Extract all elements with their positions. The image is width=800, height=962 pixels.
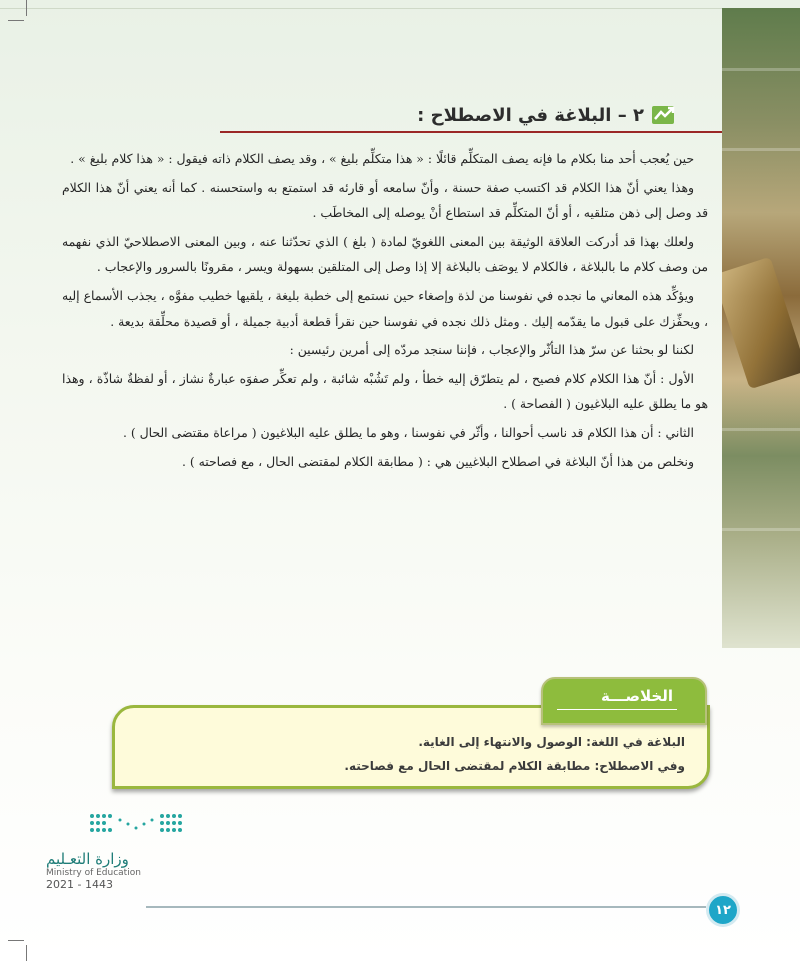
summary-lines xyxy=(344,730,685,778)
crop-mark xyxy=(8,20,24,37)
heading-underline xyxy=(220,131,722,133)
summary-title: الخلاصـــة xyxy=(601,687,673,705)
summary-line: البلاغة في اللغة: الوصول والانتهاء إلى الغاية. xyxy=(418,735,685,749)
summary-tab-underline xyxy=(557,709,677,710)
body-text xyxy=(62,146,708,477)
summary-tab xyxy=(541,677,707,725)
paragraph: الأول : أنّ هذا الكلام كلام فصيح ، لم يتطرّق إليه خطأ ، ولم تَشُبْه شائبة ، ولم تعكِّر صفوَه عبارةٌ نشاز ، أو لفظةٌ شاذّة ، وهذا هو ما يطلق عليه البلاغيون ( الفصاحة ) . xyxy=(62,370,708,412)
side-decorative-photo xyxy=(722,8,800,648)
paragraph: حين يُعجب أحد منا بكلام ما فإنه يصف المتكلِّم قائلًا : « هذا متكلِّم بليغ » ، وقد يصف الكلام ذاته فيقول : « هذا كلام بليغ » . xyxy=(70,151,694,166)
edition-year: 2021 - 1443 xyxy=(46,878,113,891)
paragraph: ويؤكِّد هذه المعاني ما نجده في نفوسنا من لذة وإصغاء حين نستمع إلى خطبة بليغة ، يلقيها خطيب مفوَّه ، يجذب الأسماع إليه ، ويحفِّزك على قبول ما يقدّمه إليك . ومثل ذلك نجده في نفوسنا حين نقرأ قطعة أدبية جميلة ، أو قصيدة محلِّقة بديعة . xyxy=(62,287,708,329)
top-trim-line xyxy=(0,8,722,9)
section-heading-text: ٢ – البلاغة في الاصطلاح : xyxy=(417,104,644,126)
paragraph: الثاني : أن هذا الكلام قد ناسب أحوالنا ، وأثّر في نفوسنا ، وهو ما يطلق عليه البلاغيون ( مراعاة مقتضى الحال ) . xyxy=(122,424,694,440)
crop-mark xyxy=(26,945,43,961)
summary-line: وفي الاصطلاح: مطابقة الكلام لمقتضى الحال مع فصاحته. xyxy=(344,759,685,773)
paragraph: ولعلك بهذا قد أدركت العلاقة الوثيقة بين المعنى اللغويّ لمادة ( بلغ ) الذي تحدّثنا عنه ، وبين المعنى الاصطلاحيّ الذي نفهمه من وصف كلام ما بالبلاغة ، فالكلام لا يوصَف بالبلاغة إلا إذا وصل إلى المتلقين بسهولة ويسر ، مقرونًا بالسرور والإعجاب . xyxy=(62,233,708,275)
ministry-name-arabic: وزارة التعـليم xyxy=(46,850,129,868)
crop-mark xyxy=(26,0,43,16)
page-number-badge: ١٢ xyxy=(706,893,740,927)
section-heading xyxy=(417,103,678,127)
paragraph: لكننا لو بحثنا عن سرّ هذا التأثّر والإعجاب ، فإننا سنجد مردّه إلى أمرين رئيسين : xyxy=(289,342,694,358)
pen-nib-image xyxy=(722,257,800,390)
ministry-dots-icon xyxy=(86,810,186,838)
ministry-logo xyxy=(46,810,186,891)
ministry-name-english: Ministry of Education xyxy=(46,868,141,878)
crop-mark xyxy=(8,940,24,957)
paragraph: ونخلص من هذا أنّ البلاغة في اصطلاح البلاغيين هي : ( مطابقة الكلام لمقتضى الحال ، مع فصاحته ) . xyxy=(181,453,694,469)
footer-line xyxy=(146,906,706,908)
book-arrow-icon xyxy=(650,103,678,127)
paragraph: وهذا يعني أنّ هذا الكلام قد اكتسب صفة حسنة ، وأنّ سامعه أو قارئه قد استمتع به واستحسنه . كما أنه يعني أنّ هذا الكلام قد وصل إلى ذهن متلقيه ، أو أنّ المتكلِّم قد استطاع أنْ يوصله إلى المخاطَب . xyxy=(62,179,708,221)
